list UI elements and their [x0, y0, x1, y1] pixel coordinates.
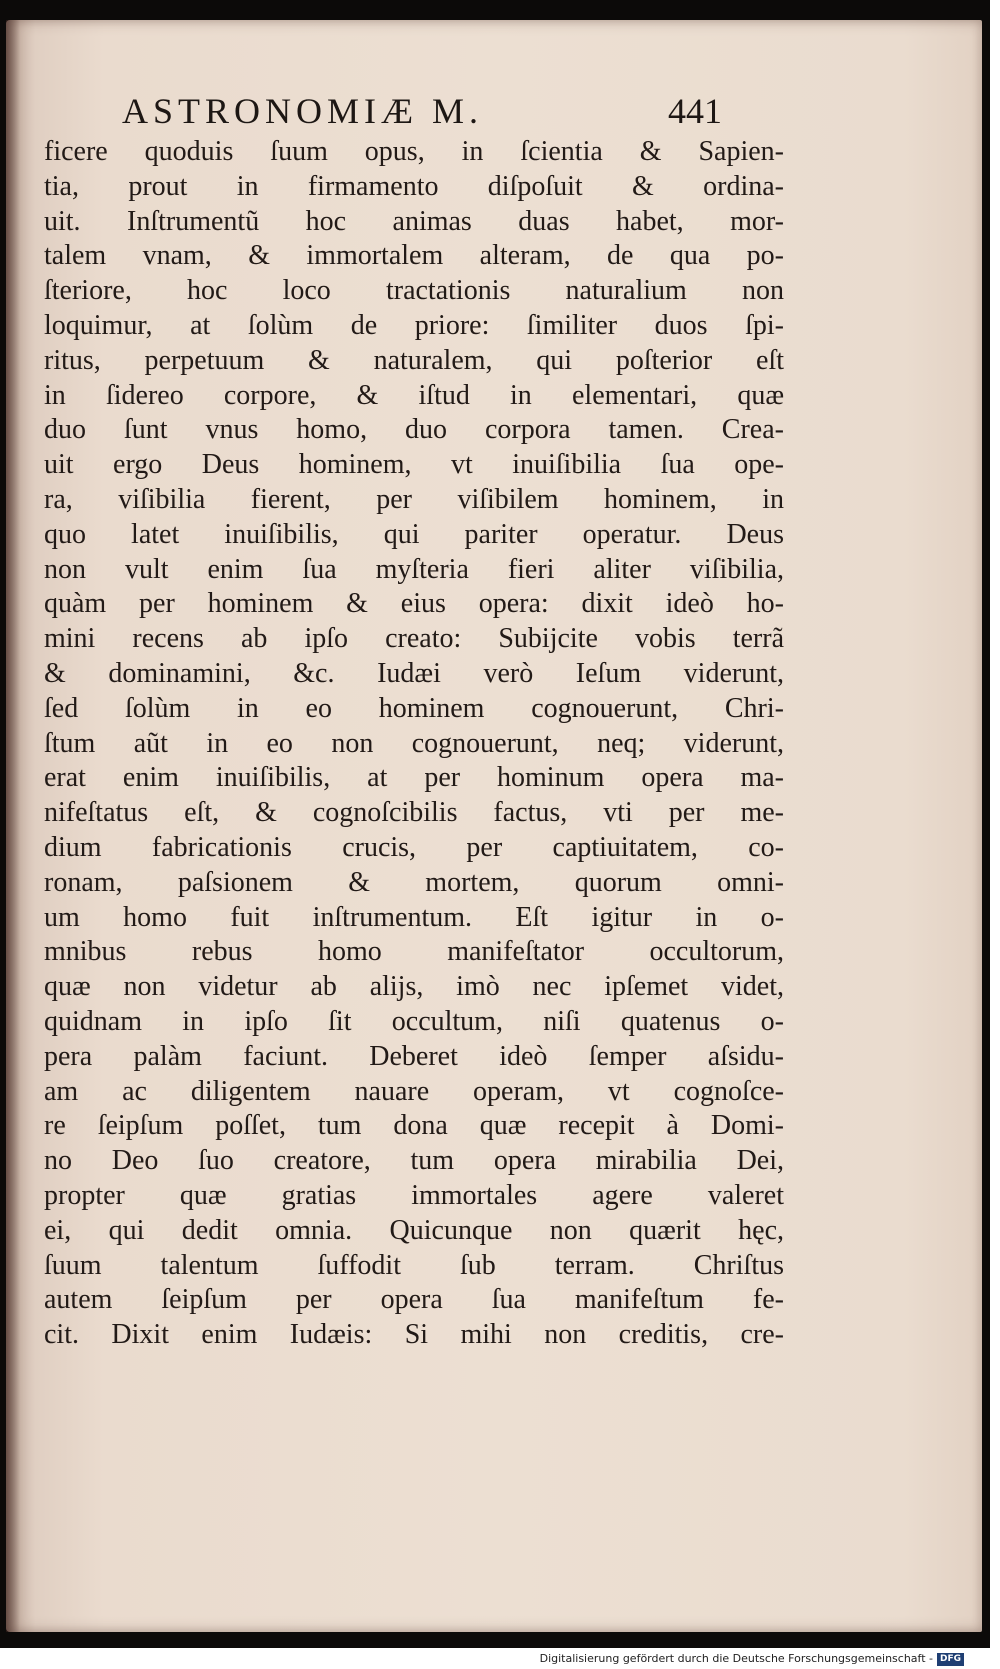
text-line: autem ſeipſum per opera ſua manifeſtum fe- [44, 1284, 784, 1316]
text-line: duo ſunt vnus homo, duo corpora tamen. Crea- [44, 414, 784, 446]
text-line: propter quæ gratias immortales agere valeret [44, 1180, 784, 1211]
body-text [44, 135, 784, 1355]
credit-text: Digitalisierung gefördert durch die Deutsche Forschungsgemeinschaft - [539, 1652, 933, 1665]
digitization-credit [540, 1651, 964, 1667]
text-line: loquimur, at ſolùm de priore: ſimiliter duos ſpi- [44, 310, 784, 341]
text-line: ra, viſibilia fierent, per viſibilem hominem, in [44, 484, 784, 515]
text-line: talem vnam, & immortalem alteram, de qua po- [44, 240, 784, 272]
text-line: quidnam in ipſo ſit occultum, niſi quatenus o- [44, 1006, 784, 1037]
text-line: dium fabricationis crucis, per captiuitatem, co- [44, 832, 784, 863]
text-line: cit. Dixit enim Iudæis: Si mihi non creditis, cre- [44, 1319, 784, 1351]
text-line: no Deo ſuo creatore, tum opera mirabilia Dei, [44, 1145, 784, 1177]
text-line: um homo fuit inſtrumentum. Eſt igitur in o- [44, 901, 784, 933]
text-line: erat enim inuiſibilis, at per hominum opera ma- [44, 762, 784, 794]
text-line: uit. Inſtrumentũ hoc animas duas habet, mor- [44, 205, 784, 237]
running-title: ASTRONOMIÆ M. [122, 91, 484, 131]
text-line: mini recens ab ipſo creato: Subijcite vobis terrã [44, 623, 784, 655]
text-line: ſtum aũt in eo non cognouerunt, neq; viderunt, [44, 727, 784, 759]
text-line: quàm per hominem & eius opera: dixit ideò ho- [44, 588, 784, 620]
text-line: ſed ſolùm in eo hominem cognouerunt, Chri- [44, 692, 784, 724]
text-line: & dominamini, &c. Iudæi verò Ieſum viderunt, [44, 658, 784, 689]
text-line: mnibus rebus homo manifeſtator occultorum, [44, 936, 784, 968]
text-line: non vult enim ſua myſteria fieri aliter viſibilia, [44, 553, 784, 585]
text-line: in ſidereo corpore, & iſtud in elementari, quæ [44, 379, 784, 411]
text-line: nifeſtatus eſt, & cognoſcibilis factus, vti per me- [44, 797, 784, 829]
text-line: ritus, perpetuum & naturalem, qui poſterior eſt [44, 344, 784, 376]
text-line: re ſeipſum poſſet, tum dona quæ recepit à Domi- [44, 1110, 784, 1142]
text-line: uit ergo Deus hominem, vt inuiſibilia ſua ope- [44, 449, 784, 481]
text-line: am ac diligentem nauare operam, vt cognoſce- [44, 1075, 784, 1107]
text-line: ronam, paſsionem & mortem, quorum omni- [44, 866, 784, 898]
gutter-shadow [6, 20, 20, 1632]
text-line: ficere quoduis ſuum opus, in ſcientia & Sapien- [44, 136, 784, 167]
text-line: ſteriore, hoc loco tractationis naturalium non [44, 275, 784, 307]
text-line: ei, qui dedit omnia. Quicunque non quærit hęc, [44, 1214, 784, 1246]
text-line: pera palàm faciunt. Deberet ideò ſemper aſsidu- [44, 1040, 784, 1072]
text-line: tia, prout in firmamento diſpoſuit & ordina- [44, 170, 784, 202]
page-number: 441 [668, 91, 722, 131]
text-line: quæ non videtur ab alijs, imò nec ipſemet videt, [44, 971, 784, 1003]
text-line: quo latet inuiſibilis, qui pariter operatur. Deus [44, 518, 784, 550]
text-line: ſuum talentum ſuffodit ſub terram. Chriſtus [44, 1249, 784, 1281]
dfg-logo: DFG [937, 1653, 964, 1666]
